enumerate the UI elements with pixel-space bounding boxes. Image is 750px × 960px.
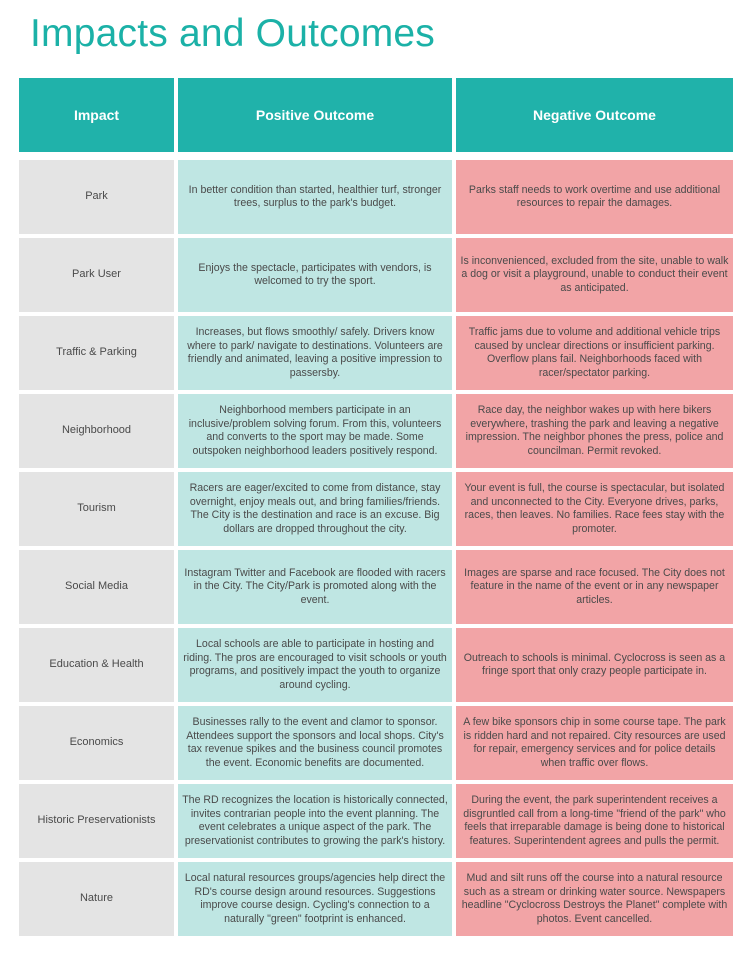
negative-outcome-cell: Images are sparse and race focused. The City does not feature in the name of the event or in any newspaper articles. xyxy=(456,550,733,624)
impact-cell: Neighborhood xyxy=(19,394,174,468)
negative-outcome-cell: Your event is full, the course is spectacular, but isolated and unconnected to the City. Everyone drives, parks, races, then leaves. No families. Race fees stay with the promoter. xyxy=(456,472,733,546)
impact-cell: Traffic & Parking xyxy=(19,316,174,390)
positive-outcome-cell: Businesses rally to the event and clamor to sponsor. Attendees support the sponsors and local shops. City's tax revenue spikes and the business council promotes the event. Economic benefits are documented. xyxy=(178,706,452,780)
negative-outcome-cell: A few bike sponsors chip in some course tape. The park is ridden hard and not repaired. City resources are used for repair, emergency services and for police details when traffic over flows. xyxy=(456,706,733,780)
negative-outcome-cell: Race day, the neighbor wakes up with here bikers everywhere, trashing the park and leaving a negative impression. The neighbor phones the press, police and councilman. Permit revoked. xyxy=(456,394,733,468)
impact-cell: Education & Health xyxy=(19,628,174,702)
impact-cell: Park User xyxy=(19,238,174,312)
impact-cell: Tourism xyxy=(19,472,174,546)
header-negative-outcome: Negative Outcome xyxy=(456,78,733,152)
negative-outcome-cell: Parks staff needs to work overtime and use additional resources to repair the damages. xyxy=(456,160,733,234)
positive-outcome-cell: Local schools are able to participate in hosting and riding. The pros are encouraged to visit schools or youth programs, and positively impact the youth to organize around cycling. xyxy=(178,628,452,702)
impact-cell: Economics xyxy=(19,706,174,780)
impact-cell: Park xyxy=(19,160,174,234)
positive-outcome-cell: Racers are eager/excited to come from distance, stay overnight, enjoy meals out, and bring families/friends. The City is the destination and race is an excuse. Big dollars are dropped throughout the city. xyxy=(178,472,452,546)
impact-cell: Social Media xyxy=(19,550,174,624)
positive-outcome-cell: Neighborhood members participate in an inclusive/problem solving forum. From this, volunteers and converts to the sport may be made. Some outspoken neighborhood leaders positively respond. xyxy=(178,394,452,468)
positive-outcome-cell: Local natural resources groups/agencies help direct the RD's course design around resources. Suggestions improve course design. Cycling's connection to a naturally "green" footprint is enhanced. xyxy=(178,862,452,936)
positive-outcome-cell: Enjoys the spectacle, participates with vendors, is welcomed to try the sport. xyxy=(178,238,452,312)
header-impact: Impact xyxy=(19,78,174,152)
negative-outcome-cell: Outreach to schools is minimal. Cyclocross is seen as a fringe sport that only crazy people participate in. xyxy=(456,628,733,702)
impact-cell: Historic Preservationists xyxy=(19,784,174,858)
page-title: Impacts and Outcomes xyxy=(30,12,436,55)
negative-outcome-cell: Is inconvenienced, excluded from the site, unable to walk a dog or visit a playground, unable to conduct their event as anticipated. xyxy=(456,238,733,312)
negative-outcome-cell: During the event, the park superintendent receives a disgruntled call from a long-time "friend of the park" who feels that irreparable damage is being done to historical features. Superintendent agrees and pulls the permit. xyxy=(456,784,733,858)
header-positive-outcome: Positive Outcome xyxy=(178,78,452,152)
positive-outcome-cell: The RD recognizes the location is historically connected, invites contrarian people into the event planning. The event celebrates a unique aspect of the park. The preservationist contributes to growing the park's history. xyxy=(178,784,452,858)
negative-outcome-cell: Traffic jams due to volume and additional vehicle trips caused by unclear directions or insufficient parking. Overflow plans fail. Neighborhoods faced with racer/spectator parking. xyxy=(456,316,733,390)
positive-outcome-cell: Instagram Twitter and Facebook are flooded with racers in the City. The City/Park is promoted along with the event. xyxy=(178,550,452,624)
impact-cell: Nature xyxy=(19,862,174,936)
impacts-table xyxy=(19,78,733,936)
positive-outcome-cell: In better condition than started, healthier turf, stronger trees, surplus to the park's budget. xyxy=(178,160,452,234)
positive-outcome-cell: Increases, but flows smoothly/ safely. Drivers know where to park/ navigate to destinations. Volunteers are friendly and animated, leaving a positive impression to passersby. xyxy=(178,316,452,390)
negative-outcome-cell: Mud and silt runs off the course into a natural resource such as a stream or drinking water source. Newspapers headline "Cyclocross Destroys the Planet" complete with photos. Event cancelled. xyxy=(456,862,733,936)
